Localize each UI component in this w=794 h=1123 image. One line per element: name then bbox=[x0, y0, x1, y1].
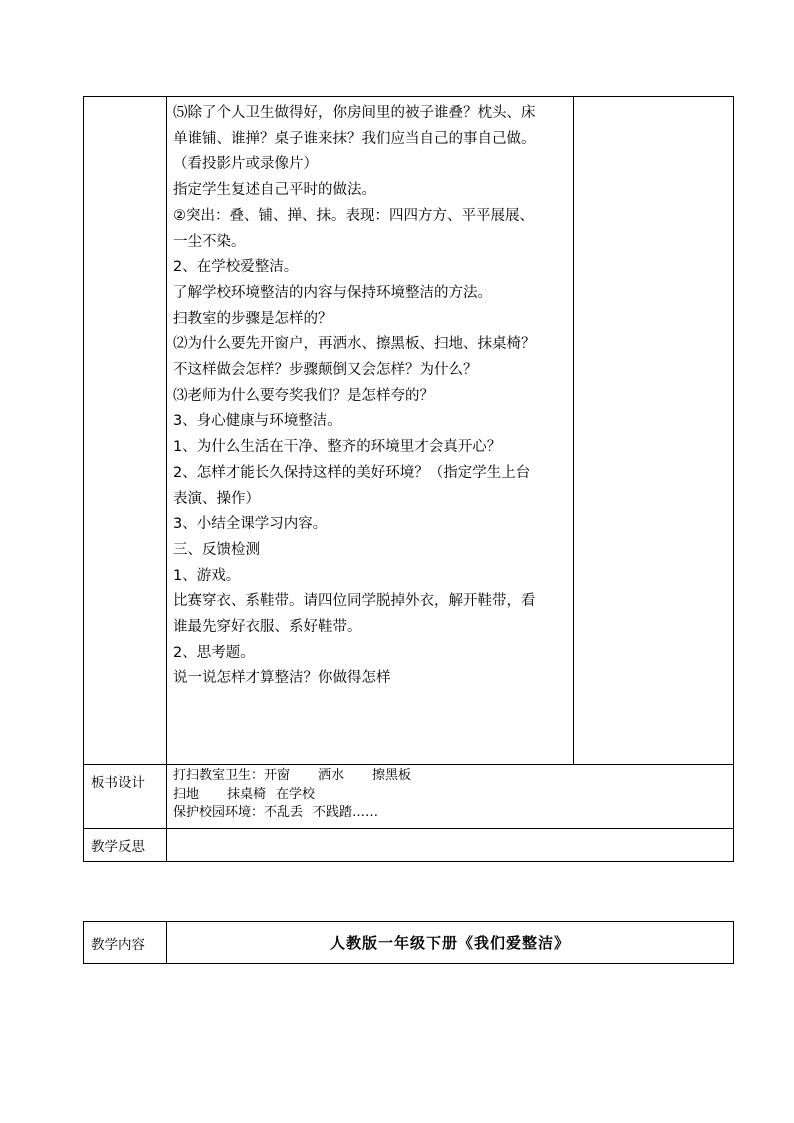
board-design-row bbox=[84, 765, 734, 829]
board-text: 在学校 bbox=[276, 786, 316, 802]
lesson-plan-table bbox=[83, 96, 734, 862]
body-line: 扫教室的步骤是怎样的？ bbox=[173, 310, 333, 327]
body-line: （看投影片或录像片） bbox=[173, 156, 318, 173]
body-line: 3、小结全课学习内容。 bbox=[173, 516, 328, 533]
body-line: 比赛穿衣、系鞋带。请四位同学脱掉外衣，解开鞋带，看 bbox=[173, 593, 536, 610]
body-line: 三、反馈检测 bbox=[173, 541, 260, 558]
lesson-title: 人教版一年级下册《我们爱整洁》 bbox=[167, 922, 734, 964]
board-design-cell bbox=[167, 765, 734, 829]
body-line: 表演、操作） bbox=[173, 490, 260, 507]
teaching-content-table bbox=[83, 921, 734, 964]
board-text: 抹桌椅 bbox=[227, 786, 267, 802]
board-text: 保护校园环境：不乱丢 bbox=[173, 805, 304, 820]
body-line: 不这样做会怎样？步骤颠倒又会怎样？为什么？ bbox=[173, 362, 478, 379]
body-line: 说一说怎样才算整洁？你做得怎样 bbox=[173, 670, 391, 687]
body-line: ⑶老师为什么要夸奖我们？是怎样夸的？ bbox=[173, 387, 434, 404]
body-line: 2、怎样才能长久保持这样的美好环境？（指定学生上台 bbox=[173, 464, 531, 481]
board-text: 擦黑板 bbox=[372, 768, 412, 783]
body-line: 了解学校环境整洁的内容与保持环境整洁的方法。 bbox=[173, 284, 492, 301]
board-line-2 bbox=[173, 786, 733, 805]
body-line: ②突出：叠、铺、掸、抹。表现：四四方方、平平展展、 bbox=[173, 207, 534, 224]
reflection-value bbox=[167, 829, 734, 862]
body-line: 2、思考题。 bbox=[173, 644, 255, 661]
body-line: 一尘不染。 bbox=[173, 233, 246, 250]
teaching-content-label: 教学内容 bbox=[84, 922, 167, 964]
body-line: 1、游戏。 bbox=[173, 567, 241, 584]
left-empty-cell bbox=[84, 97, 167, 765]
body-line: 3、身心健康与环境整洁。 bbox=[173, 413, 342, 430]
board-text: 扫地 bbox=[173, 786, 200, 802]
body-line: ⑸除了个人卫生做得好，你房间里的被子谁叠？枕头、床 bbox=[173, 105, 536, 121]
reflection-row bbox=[84, 829, 734, 862]
board-line-1 bbox=[173, 767, 733, 786]
board-text: 打扫教室卫生：开窗 bbox=[173, 768, 291, 783]
right-empty-cell bbox=[574, 97, 734, 765]
body-line: 单谁铺、谁掸？桌子谁来抹？我们应当自己的事自己做。 bbox=[173, 130, 536, 147]
board-line-3 bbox=[173, 804, 733, 823]
lesson-body-cell bbox=[167, 97, 574, 765]
body-line: 2、在学校爱整洁。 bbox=[173, 259, 299, 276]
lesson-body-row bbox=[84, 97, 734, 765]
body-line: 谁最先穿好衣服、系好鞋带。 bbox=[173, 619, 362, 636]
body-line: 指定学生复述自己平时的做法。 bbox=[173, 182, 376, 199]
body-line: ⑵为什么要先开窗户，再洒水、擦黑板、扫地、抹桌椅？ bbox=[173, 336, 536, 353]
board-text: 洒水 bbox=[318, 768, 345, 783]
board-text: 不践踏…… bbox=[313, 805, 379, 820]
body-line: 1、为什么生活在干净、整齐的环境里才会真开心？ bbox=[173, 439, 502, 456]
reflection-label: 教学反思 bbox=[84, 829, 167, 862]
teaching-content-row bbox=[84, 922, 734, 964]
board-design-label: 板书设计 bbox=[84, 765, 167, 829]
